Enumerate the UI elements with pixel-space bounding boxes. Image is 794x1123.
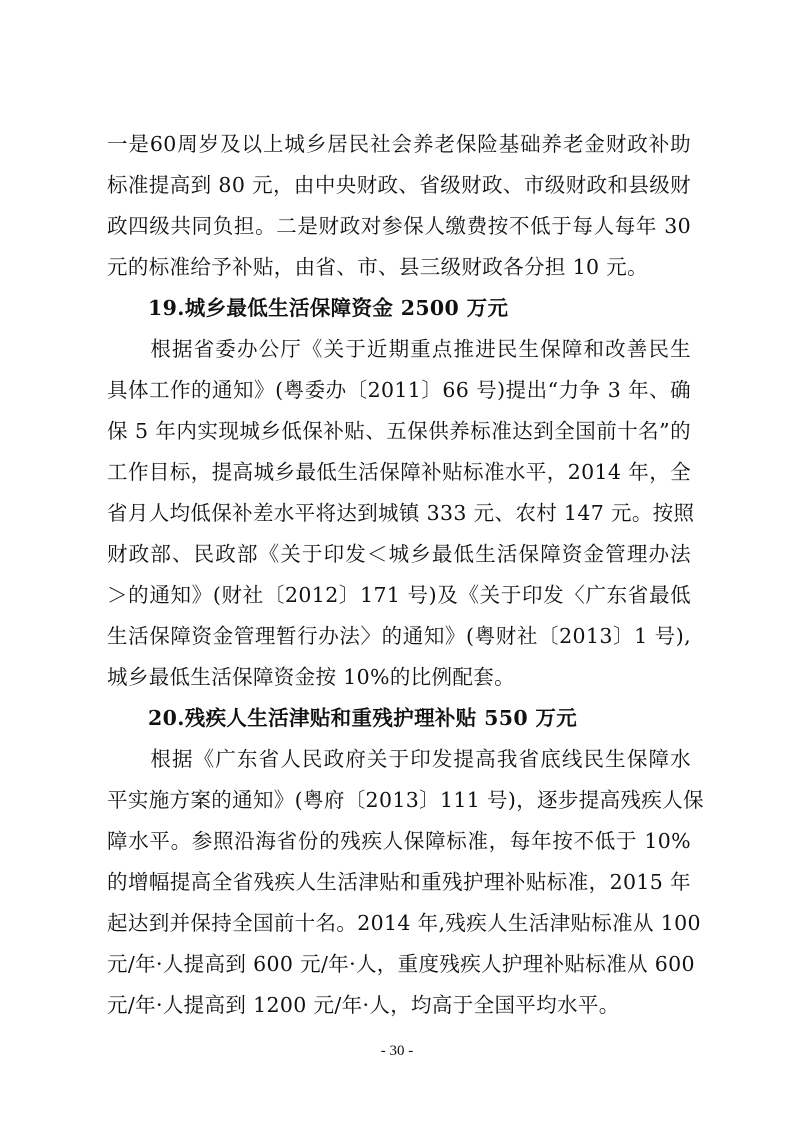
text-line: 根据《广东省人民政府关于印发提高我省底线民生保障水 [107, 747, 691, 771]
document-body [107, 124, 704, 1026]
text-line: 标准提高到 80 元，由中央财政、省级财政、市级财政和县级财 [107, 173, 691, 197]
section-heading: 19.城乡最低生活保障资金 2500 万元 [148, 296, 509, 320]
text-line: 省月人均低保补差水平将达到城镇 333 元、农村 147 元。按照 [107, 501, 695, 525]
text-line: 财政部、民政部《关于印发＜城乡最低生活保障资金管理办法 [107, 542, 691, 566]
page-number: - 30 - [380, 1043, 414, 1059]
text-line: 的增幅提高全省残疾人生活津贴和重残护理补贴标准，2015 年 [107, 870, 691, 894]
text-line: 政四级共同负担。二是财政对参保人缴费按不低于每人每年 30 [107, 214, 691, 238]
text-line: 生活保障资金管理暂行办法〉的通知》(粤财社〔2013〕1 号), [107, 624, 691, 648]
text-line: ＞的通知》(财社〔2012〕171 号)及《关于印发〈广东省最低 [107, 583, 691, 607]
text-line: 具体工作的通知》(粤委办〔2011〕66 号)提出“力争 3 年、确 [107, 378, 691, 402]
text-line: 根据省委办公厅《关于近期重点推进民生保障和改善民生 [107, 337, 691, 361]
text-line: 元/年·人提高到 1200 元/年·人，均高于全国平均水平。 [107, 993, 620, 1017]
text-line: 城乡最低生活保障资金按 10%的比例配套。 [107, 665, 515, 689]
text-line: 工作目标，提高城乡最低生活保障补贴标准水平，2014 年，全 [107, 460, 691, 484]
text-line: 元/年·人提高到 600 元/年·人，重度残疾人护理补贴标准从 600 [107, 952, 695, 976]
section-heading: 20.残疾人生活津贴和重残护理补贴 550 万元 [148, 706, 578, 730]
text-line: 一是60周岁及以上城乡居民社会养老保险基础养老金财政补助 [107, 132, 691, 156]
text-line: 起达到并保持全国前十名。2014 年,残疾人生活津贴标准从 100 [107, 911, 701, 935]
text-line: 障水平。参照沿海省份的残疾人保障标准，每年按不低于 10% [107, 829, 691, 853]
text-line: 元的标准给予补贴，由省、市、县三级财政各分担 10 元。 [107, 255, 648, 279]
text-line: 保 5 年内实现城乡低保补贴、五保供养标准达到全国前十名”的 [107, 419, 691, 443]
text-line: 平实施方案的通知》(粤府〔2013〕111 号)，逐步提高残疾人保 [107, 788, 704, 812]
